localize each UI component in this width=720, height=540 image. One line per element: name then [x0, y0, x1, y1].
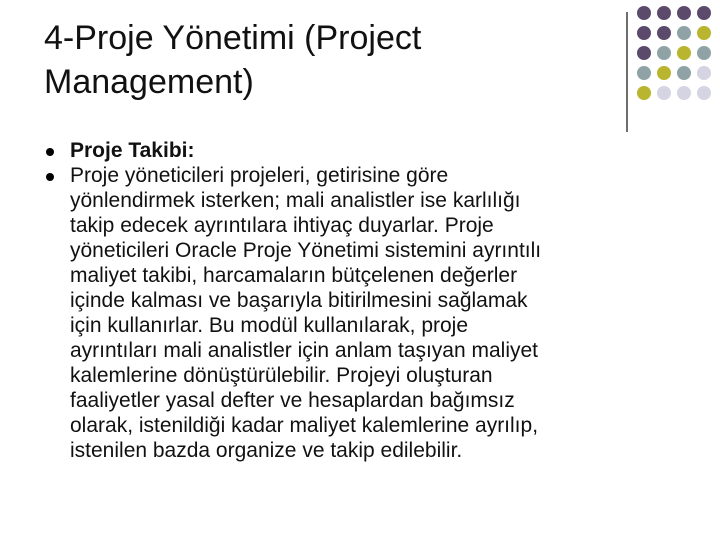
decorative-dot-icon	[657, 86, 671, 100]
decorative-dot-icon	[637, 86, 651, 100]
decorative-dot-icon	[697, 26, 711, 40]
decorative-dot-icon	[697, 66, 711, 80]
body-line-5: maliyet takibi, harcamaların bütçelenen değerler	[70, 264, 518, 287]
slide-title	[44, 16, 604, 104]
body-line-1: Proje yöneticileri projeleri, getirisine göre	[70, 164, 449, 187]
decorative-dot-grid	[637, 6, 720, 116]
body-line-3: takip edecek ayrıntılara ihtiyaç duyarlar. Proje	[70, 214, 494, 237]
body-line-12: istenilen bazda organize ve takip edilebilir.	[70, 439, 463, 462]
decorative-dot-icon	[677, 26, 691, 40]
bullet-item-body	[44, 163, 684, 463]
slide-title-line-1: 4-Proje Yönetimi (Project	[44, 19, 422, 57]
decorative-dot-icon	[637, 6, 651, 20]
body-line-9: kalemlerine dönüştürülebilir. Projeyi oluşturan	[70, 364, 493, 387]
decorative-dot-icon	[637, 26, 651, 40]
decorative-dot-icon	[677, 6, 691, 20]
vertical-divider	[626, 12, 628, 132]
body-line-8: ayrıntıları mali analistler için anlam taşıyan maliyet	[70, 339, 539, 362]
decorative-dot-icon	[697, 46, 711, 60]
body-line-4: yöneticileri Oracle Proje Yönetimi sistemini ayrıntılı	[70, 239, 542, 262]
decorative-dot-icon	[657, 26, 671, 40]
decorative-dot-icon	[697, 6, 711, 20]
bullet-dot-icon	[46, 173, 54, 181]
decorative-dot-icon	[677, 86, 691, 100]
body-line-6: içinde kalması ve başarıyla bitirilmesini sağlamak	[70, 289, 528, 312]
body-line-11: olarak, istenildiği kadar maliyet kalemlerine ayrılıp,	[70, 414, 539, 437]
decorative-dot-icon	[657, 6, 671, 20]
body-line-7: için kullanırlar. Bu modül kullanılarak, proje	[70, 314, 469, 337]
bullet-item-heading	[44, 138, 684, 163]
decorative-dot-icon	[677, 46, 691, 60]
decorative-dot-icon	[657, 66, 671, 80]
bullet-heading-text: Proje Takibi:	[70, 139, 195, 162]
slide-title-line-2: Management)	[44, 63, 254, 101]
decorative-dot-icon	[637, 46, 651, 60]
bullet-dot-icon	[46, 148, 54, 156]
body-line-2: yönlendirmek isterken; mali analistler ise karlılığı	[70, 189, 521, 212]
decorative-dot-icon	[697, 86, 711, 100]
decorative-dot-icon	[657, 46, 671, 60]
decorative-dot-icon	[677, 66, 691, 80]
bullet-list	[44, 138, 684, 463]
body-line-10: faaliyetler yasal defter ve hesaplardan bağımsız	[70, 389, 515, 412]
decorative-dot-icon	[637, 66, 651, 80]
